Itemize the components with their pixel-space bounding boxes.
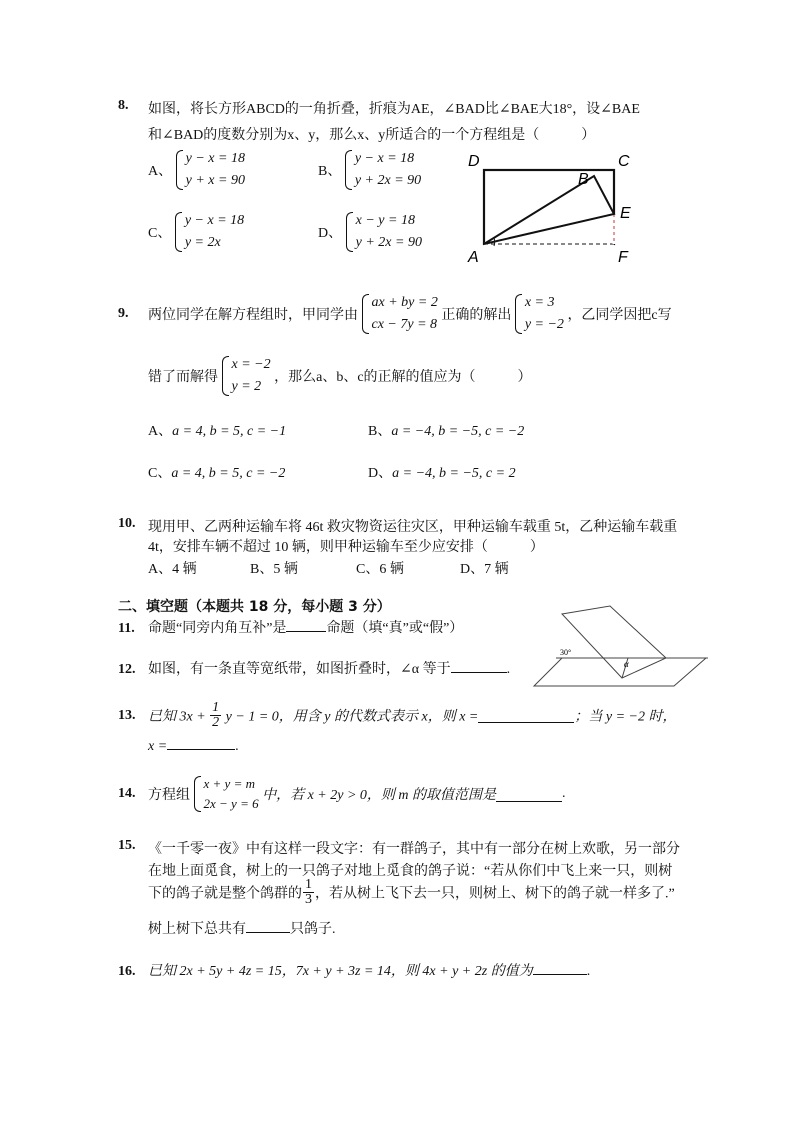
q8-rectangle-fold-figure — [462, 148, 642, 268]
label-c: C — [618, 153, 630, 170]
section-title-fill-in: 二、填空题（本题共 18 分，每小题 3 分） — [118, 599, 391, 615]
q11: 11. 命题“同旁内角互补”是 命题（填“真”或“假”） — [118, 617, 463, 637]
q9-line2: 错了而解得 x = −2 y = 2 ，那么a、b、c的正解的值应为（ ） — [148, 354, 532, 398]
q8-option-d: D、 x − y = 18 y + 2x = 90 — [318, 210, 422, 254]
q14: 14. 方程组 x + y = m 2x − y = 6 中，若 x + 2y > 0，则 m 的取值范围是 . — [118, 774, 566, 814]
q15-line2: 在地上面觅食，树上的一只鸽子对地上觅食的鸽子说：“若从你们中飞上来一只，则树 — [148, 864, 673, 879]
q15-number: 15. — [118, 838, 136, 853]
q13-line1: 13. 已知 3x + $\frac{1}{2}$ y − 1 = 0，用含 y 的代数式表示 x，则 x = ；当 y = −2 时， — [118, 700, 677, 730]
q15-line3: 下的鸽子就是整个鸽群的 $\frac{1}{3}$ ，若从树上飞下去一只，则树上、树下的鸽子就一样多了.” — [148, 877, 675, 907]
label-f: F — [618, 249, 628, 266]
label-a: A — [468, 249, 479, 266]
q10-number: 10. — [118, 516, 136, 531]
q15-line4: 树上树下总共有 只鸽子. — [148, 918, 336, 938]
q9-line1: 9. 两位同学在解方程组时，甲同学由 ax + by = 2 cx − 7y = 8 正确的解出 x = 3 y = −2 ，乙同学因把c写 — [118, 292, 672, 336]
angle-alpha-label: α — [624, 659, 629, 669]
q9-option-d: D、a = −4, b = −5, c = 2 — [368, 466, 516, 481]
q10-option-d: D、7 辆 — [460, 562, 509, 577]
angle-30-label: 30° — [560, 648, 572, 657]
q10-line2: 4t，安排车辆不超过 10 辆，则甲种运输车至少应安排（ ） — [148, 540, 544, 555]
q16: 16. 已知 2x + 5y + 4z = 15，7x + y + 3z = 14，则 4x + y + 2z 的值为 . — [118, 960, 590, 980]
q15-line1: 《一千零一夜》中有这样一段文字：有一群鸽子，其中有一部分在树上欢歌，另一部分 — [148, 842, 680, 857]
q16-answer-blank[interactable] — [533, 960, 587, 975]
label-d: D — [468, 153, 480, 170]
q10-option-c: C、6 辆 — [356, 562, 404, 577]
q8-option-b: B、 y − x = 18 y + 2x = 90 — [318, 148, 421, 192]
q13-line2: x = . — [148, 735, 239, 755]
q12-answer-blank[interactable] — [451, 658, 507, 673]
q9-option-a: A、a = 4, b = 5, c = −1 — [148, 424, 287, 439]
q9-option-c: C、a = 4, b = 5, c = −2 — [148, 466, 286, 481]
q10-line1: 现用甲、乙两种运输车将 46t 救灾物资运往灾区，甲种运输车载重 5t，乙种运输车载重 — [148, 520, 678, 535]
q10-option-a: A、4 辆 — [148, 562, 197, 577]
q12: 12. 如图，有一条直等宽纸带，如图折叠时，∠α 等于 . — [118, 658, 510, 678]
q9-option-b: B、a = −4, b = −5, c = −2 — [368, 424, 525, 439]
label-b: B — [578, 171, 589, 188]
label-e: E — [620, 205, 631, 222]
q13-answer-blank-2[interactable] — [167, 735, 235, 750]
q8-line2: 和∠BAD的度数分别为x、y，那么x、y所适合的一个方程组是（ ） — [148, 128, 596, 143]
q8-option-c: C、 y − x = 18 y = 2x — [148, 210, 244, 254]
q15-answer-blank[interactable] — [246, 918, 290, 933]
q13-answer-blank-1[interactable] — [478, 708, 574, 723]
q14-answer-blank[interactable] — [496, 787, 562, 802]
q8-line1: 如图，将长方形ABCD的一角折叠，折痕为AE，∠BAD比∠BAE大18°，设∠BAE — [148, 102, 640, 117]
q8-option-a: A、 y − x = 18 y + x = 90 — [148, 148, 245, 192]
q12-paper-strip-figure — [532, 604, 708, 690]
q8-number: 8. — [118, 98, 129, 113]
q11-answer-blank[interactable] — [286, 617, 326, 632]
q10-option-b: B、5 辆 — [250, 562, 298, 577]
